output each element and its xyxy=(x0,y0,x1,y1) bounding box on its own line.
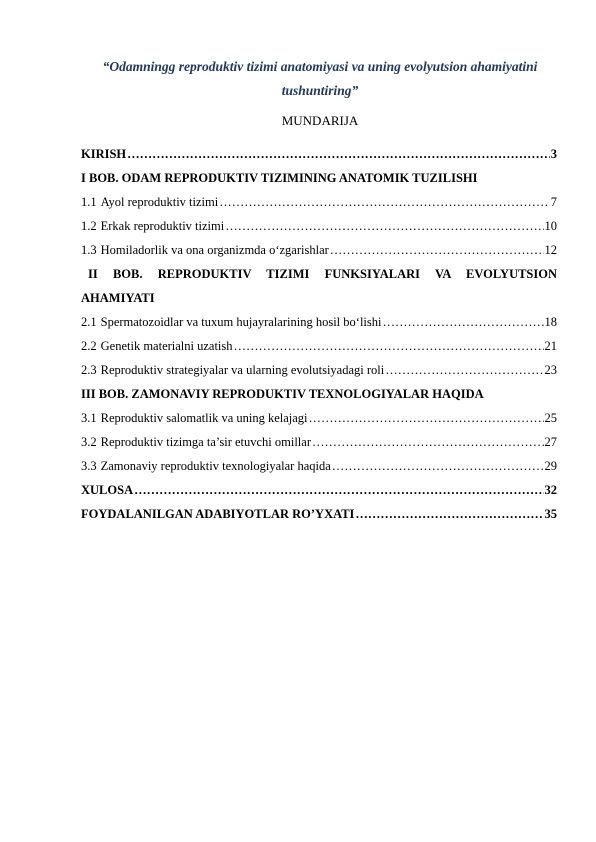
document-title-line-1: “Odamningg reproduktiv tizimi anatomiyasi va uning evolyutsion ahamiyatini xyxy=(102,59,538,74)
dot-leader xyxy=(330,241,544,259)
toc-entry-text: FOYDALANILGAN ADABIYOTLAR RO’YXATI xyxy=(81,507,355,521)
toc-entry-2-1[interactable] xyxy=(81,313,557,331)
dot-leader xyxy=(234,337,544,355)
dot-leader xyxy=(127,145,550,163)
toc-entry-text: Reproduktiv strategiyalar va ularning evolutsiyadagi roli xyxy=(100,363,385,377)
toc-section-number: 2.1 xyxy=(81,315,97,329)
document-title-line-2: tushuntiring” xyxy=(281,83,359,98)
toc-entry-3-3[interactable] xyxy=(81,457,557,475)
toc-section-number: 1.1 xyxy=(81,195,97,209)
toc-entry-intro[interactable] xyxy=(81,145,557,163)
toc-entry-1-3[interactable] xyxy=(81,241,557,259)
toc-entry-text: Reproduktiv tizimga ta’sir etuvchi omillar xyxy=(100,435,311,449)
dot-leader xyxy=(382,313,543,331)
dot-leader xyxy=(225,217,543,235)
dot-leader xyxy=(385,361,543,379)
toc-page-number: 12 xyxy=(544,243,557,257)
toc-section-number: 3.2 xyxy=(81,435,97,449)
toc-entry-text: Erkak reproduktiv tizimi xyxy=(100,219,225,233)
toc-chapter-3[interactable]: III BOB. ZAMONAVIY REPRODUKTIV TEXNOLOGIYALAR HAQIDA xyxy=(81,387,484,401)
toc-page-number: 23 xyxy=(544,363,557,377)
toc-page-number: 21 xyxy=(544,339,557,353)
toc-section-number: 2.2 xyxy=(81,339,97,353)
dot-leader xyxy=(309,409,544,427)
toc-page-number: 25 xyxy=(544,411,557,425)
toc-entry-1-2[interactable] xyxy=(81,217,557,235)
toc-page-number: 7 xyxy=(550,195,557,209)
toc-entry-text: XULOSA xyxy=(81,483,134,497)
toc-chapter-2-line-1[interactable]: II BOB. REPRODUKTIV TIZIMI FUNKSIYALARI VA EVOLYUTSION xyxy=(88,267,557,281)
toc-chapter-1[interactable]: I BOB. ODAM REPRODUKTIV TIZIMINING ANATOMIK TUZILISHI xyxy=(81,171,478,185)
toc-entry-text: Ayol reproduktiv tizimi xyxy=(100,195,219,209)
toc-entry-2-2[interactable] xyxy=(81,337,557,355)
toc-page-number: 29 xyxy=(544,459,557,473)
toc-page-number: 10 xyxy=(544,219,557,233)
toc-entry-text: Zamonaviy reproduktiv texnologiyalar haqida xyxy=(100,459,331,473)
toc-page-number: 35 xyxy=(544,507,557,521)
toc-section-number: 1.2 xyxy=(81,219,97,233)
toc-entry-text: KIRISH xyxy=(81,147,127,161)
toc-section-number: 3.1 xyxy=(81,411,97,425)
toc-section-number: 3.3 xyxy=(81,459,97,473)
toc-entry-3-1[interactable] xyxy=(81,409,557,427)
toc-page-number: 18 xyxy=(544,315,557,329)
toc-section-number: 1.3 xyxy=(81,243,97,257)
toc-entry-3-2[interactable] xyxy=(81,433,557,451)
toc-page-number: 3 xyxy=(550,147,557,161)
toc-entry-2-3[interactable] xyxy=(81,361,557,379)
toc-chapter-2-line-2[interactable]: AHAMIYATI xyxy=(81,291,155,305)
dot-leader xyxy=(355,505,543,523)
toc-entry-1-1[interactable] xyxy=(81,193,557,211)
toc-entry-text: Homiladorlik va ona organizmda o‘zgarishlar xyxy=(100,243,329,257)
toc-entry-conclusion[interactable] xyxy=(81,481,557,499)
toc-page-number: 32 xyxy=(544,483,557,497)
contents-heading: MUNDARIJA xyxy=(281,113,359,128)
dot-leader xyxy=(332,457,544,475)
toc-section-number: 2.3 xyxy=(81,363,97,377)
toc-page-number: 27 xyxy=(544,435,557,449)
toc-entry-text: Genetik materialni uzatish xyxy=(100,339,233,353)
toc-entry-references[interactable] xyxy=(81,505,557,523)
toc-entry-text: Reproduktiv salomatlik va uning kelajagi xyxy=(100,411,308,425)
dot-leader xyxy=(312,433,544,451)
dot-leader xyxy=(219,193,550,211)
toc-entry-text: Spermatozoidlar va tuxum hujayralarining hosil bo‘lishi xyxy=(100,315,382,329)
dot-leader xyxy=(134,481,543,499)
